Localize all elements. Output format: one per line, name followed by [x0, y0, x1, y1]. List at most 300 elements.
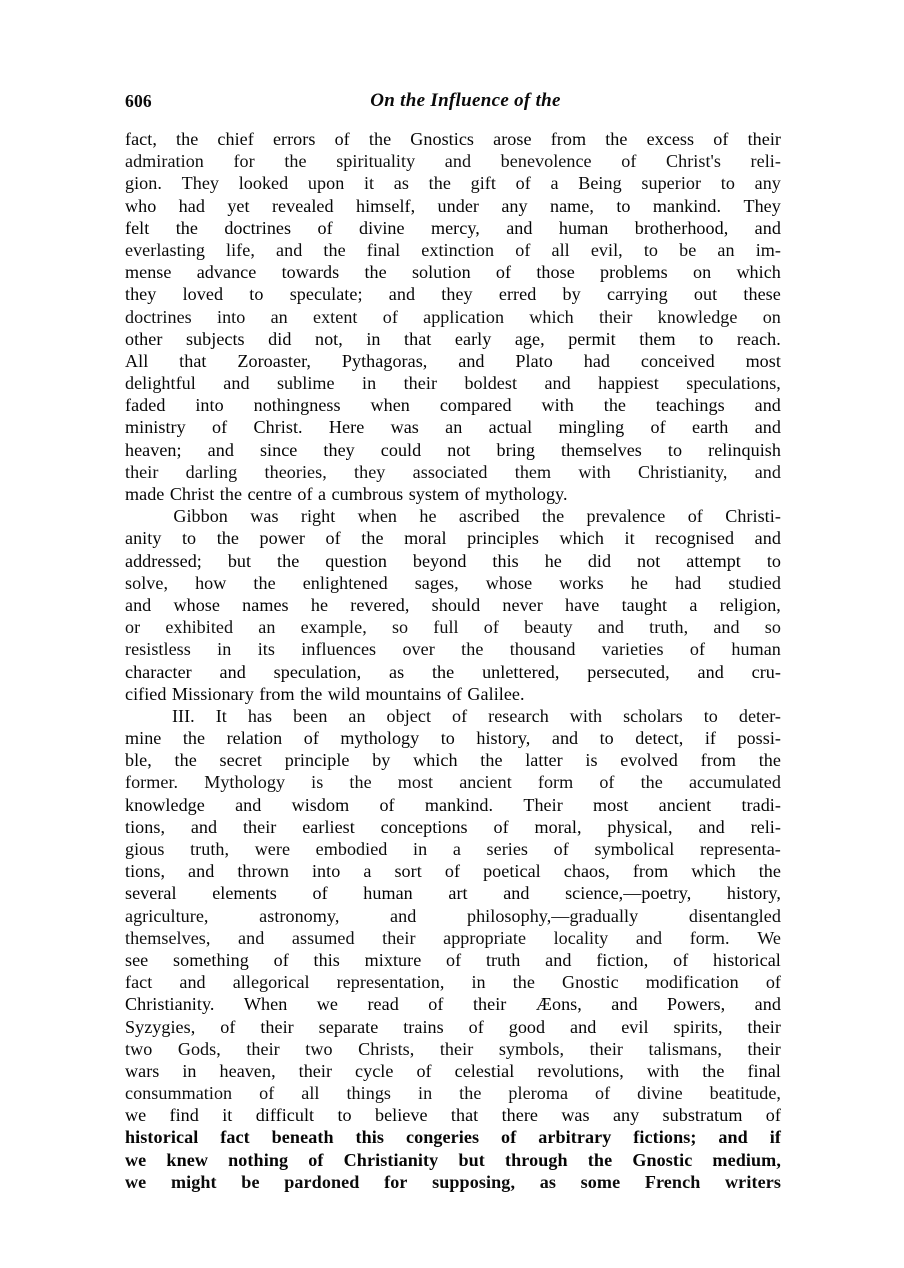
word: their — [382, 927, 416, 948]
word: moral, — [534, 816, 582, 837]
word: of — [595, 1083, 611, 1104]
word: and — [238, 927, 265, 948]
word: is — [585, 750, 598, 771]
word: advance — [196, 262, 257, 283]
word: of — [297, 484, 313, 504]
word: principles — [467, 528, 539, 549]
word: superior — [641, 173, 702, 194]
word: be — [679, 239, 697, 260]
word: and — [611, 994, 638, 1015]
word: himself, — [355, 195, 416, 216]
text-line — [125, 661, 781, 683]
word: of — [553, 839, 569, 859]
word: into — [217, 306, 246, 327]
word: religion, — [719, 594, 781, 615]
word: into — [195, 395, 224, 416]
word: principle — [284, 750, 350, 771]
word: to — [699, 328, 714, 349]
word: an — [258, 617, 276, 638]
word: ancient — [459, 772, 512, 793]
word: the — [459, 1083, 482, 1104]
word: made — [125, 484, 165, 504]
word: been — [293, 705, 328, 726]
word: power — [259, 528, 305, 549]
word: character — [125, 661, 192, 682]
text-line — [125, 217, 781, 239]
word: and — [754, 217, 781, 238]
word: form. — [689, 927, 730, 948]
word: modification — [645, 972, 739, 993]
word: in — [182, 1060, 197, 1081]
word: most — [397, 772, 434, 793]
word: prevalence — [586, 506, 666, 527]
paragraph-indent — [125, 505, 151, 527]
word: their — [439, 1038, 474, 1059]
word: unlettered, — [482, 661, 560, 682]
word: life, — [226, 239, 255, 260]
word: all — [551, 239, 570, 260]
word: of — [303, 728, 319, 749]
word: evil — [621, 1016, 649, 1037]
word: French — [644, 1171, 701, 1192]
word: When — [243, 994, 288, 1015]
word: ministry — [125, 417, 186, 438]
word: and — [223, 373, 250, 394]
word: could — [380, 439, 422, 460]
word: We — [757, 927, 781, 948]
word: series — [486, 839, 529, 859]
word: speculation, — [273, 661, 362, 682]
word: they — [354, 461, 386, 482]
word: the — [758, 750, 781, 771]
word: that — [179, 350, 207, 371]
word: research — [488, 705, 549, 726]
word: varieties — [601, 639, 664, 660]
word: Christ — [169, 484, 215, 504]
word: were — [254, 839, 291, 859]
word: their — [403, 373, 438, 394]
word: several — [125, 883, 177, 904]
word: cycle — [355, 1060, 394, 1081]
word: them — [639, 328, 676, 349]
word: early — [454, 328, 492, 349]
word: Powers, — [667, 994, 726, 1015]
word: They — [181, 173, 220, 194]
word: human — [731, 639, 781, 660]
word: of — [621, 151, 637, 172]
word: congeries — [405, 1127, 480, 1148]
word: the — [480, 750, 503, 771]
word: bring — [496, 439, 535, 460]
text-line — [125, 261, 781, 283]
word: and — [570, 1016, 597, 1037]
text-line — [125, 860, 781, 882]
word: this — [355, 1127, 385, 1148]
word: taught — [621, 594, 668, 615]
running-head: On the Influence of the — [370, 90, 561, 111]
word: as — [393, 173, 409, 194]
word: secret — [219, 750, 263, 771]
word: Gibbon — [173, 506, 228, 527]
word: Æons, — [535, 994, 582, 1015]
word: of — [501, 1127, 517, 1148]
word: final — [747, 1060, 781, 1081]
word: revered, — [350, 594, 410, 615]
word: out — [693, 284, 718, 305]
word: human — [363, 883, 413, 904]
word: fact, — [125, 129, 157, 149]
word: human — [558, 217, 609, 238]
word: in — [471, 972, 486, 993]
body-text-column — [125, 128, 781, 1193]
word: for — [233, 151, 255, 172]
word: should — [431, 594, 481, 615]
word: question — [325, 550, 387, 571]
word: and — [444, 151, 472, 172]
word: persecuted, — [587, 661, 670, 682]
word: relation — [226, 728, 283, 749]
word: had — [675, 572, 702, 593]
word: to — [766, 550, 781, 571]
word: problems — [600, 262, 668, 283]
word: Christ. — [253, 417, 303, 438]
word: of — [464, 484, 480, 504]
word: truth — [485, 949, 521, 970]
word: detect, — [635, 728, 684, 749]
word: system — [408, 484, 460, 504]
word: Plato — [515, 350, 553, 371]
word: a — [363, 861, 372, 882]
text-line — [125, 306, 781, 328]
word: of — [515, 239, 531, 260]
word: with — [569, 705, 603, 726]
word: errors — [272, 129, 316, 149]
word: never — [502, 594, 543, 615]
word: of — [765, 1105, 781, 1126]
word: not — [447, 439, 471, 460]
word: there — [501, 1105, 538, 1126]
word: knowledge — [125, 794, 205, 815]
text-line — [125, 394, 781, 416]
word: the — [219, 484, 243, 504]
word: Gnostic — [562, 972, 619, 993]
word: example, — [300, 617, 367, 638]
word: its — [257, 639, 275, 660]
word: wisdom — [291, 794, 350, 815]
word: it — [222, 1105, 233, 1126]
word: and — [503, 883, 530, 904]
word: the — [175, 217, 198, 238]
text-line — [125, 1060, 781, 1082]
word: Their — [523, 794, 563, 815]
word: addressed; — [125, 550, 202, 571]
word: reli- — [750, 151, 781, 172]
word: gious — [125, 839, 165, 859]
word: theories, — [264, 461, 327, 482]
word: happiest — [598, 373, 659, 394]
word: to — [643, 239, 659, 260]
word: the — [284, 151, 307, 172]
word: had — [583, 350, 611, 371]
word: faded — [125, 395, 166, 416]
word: appropriate — [443, 927, 527, 948]
word: fiction, — [596, 949, 649, 970]
word: Gnostic — [632, 1149, 693, 1170]
word: the — [277, 550, 300, 571]
word: reach. — [736, 328, 781, 349]
word: since — [259, 439, 298, 460]
word: was — [250, 506, 279, 527]
word: the — [461, 639, 484, 660]
word: symbolical — [594, 839, 675, 859]
text-line — [125, 505, 781, 527]
word: their — [242, 816, 277, 837]
word: which — [413, 750, 458, 771]
word: revolutions, — [537, 1060, 624, 1081]
word: excess — [646, 129, 695, 149]
word: They — [743, 195, 781, 216]
word: of — [334, 129, 350, 149]
word: heaven, — [219, 1060, 276, 1081]
word: divine — [637, 1083, 683, 1104]
text-line — [125, 1149, 781, 1171]
word: the — [174, 750, 197, 771]
word: of — [713, 129, 729, 149]
word: towards — [281, 262, 340, 283]
word: admiration — [125, 151, 204, 172]
word: we — [125, 1105, 147, 1126]
word: believe — [374, 1105, 428, 1126]
word: the — [216, 528, 239, 549]
word: this — [492, 550, 519, 571]
word: age, — [514, 328, 545, 349]
text-line — [125, 239, 781, 261]
word: an — [717, 239, 735, 260]
word: history, — [726, 883, 781, 904]
word: he — [544, 550, 562, 571]
word: and — [754, 461, 781, 482]
word: difficult — [255, 1105, 315, 1126]
word: mythology. — [485, 484, 568, 504]
word: and — [551, 728, 579, 749]
word: Zoroaster, — [237, 350, 312, 371]
word: with — [578, 461, 611, 482]
text-line — [125, 372, 781, 394]
word: any — [754, 173, 781, 194]
word: centre — [247, 484, 292, 504]
word: mense — [125, 262, 172, 283]
word: whose — [485, 572, 533, 593]
word: with — [541, 395, 574, 416]
word: brotherhood, — [634, 217, 729, 238]
text-line — [125, 971, 781, 993]
word: Christianity. — [125, 994, 215, 1015]
text-line — [125, 705, 781, 727]
word: art — [448, 883, 468, 904]
word: he — [310, 594, 329, 615]
word: erred — [498, 284, 537, 305]
word: history, — [476, 728, 531, 749]
word: science,—poetry, — [565, 883, 692, 904]
word: beatitude, — [709, 1083, 781, 1104]
word: mankind. — [652, 195, 722, 216]
word: of — [379, 794, 395, 815]
word: cru- — [751, 661, 781, 682]
page-number: 606 — [125, 91, 152, 111]
word: and — [635, 927, 663, 948]
word: which — [691, 861, 736, 882]
text-line — [125, 905, 781, 927]
word: their — [598, 306, 633, 327]
word: in — [413, 839, 428, 859]
text-line — [125, 838, 781, 860]
word: extinction — [421, 239, 495, 260]
word: they — [323, 439, 355, 460]
word: Pythagoras, — [341, 350, 428, 371]
word: pleroma — [508, 1083, 569, 1104]
word: in — [217, 639, 232, 660]
word: of — [515, 173, 531, 194]
word: we — [125, 1149, 147, 1170]
word: anity — [125, 528, 162, 549]
word: knowledge — [657, 306, 738, 327]
word: in — [418, 1083, 433, 1104]
word: their — [589, 1038, 624, 1059]
word: their — [298, 1060, 333, 1081]
text-line — [125, 949, 781, 971]
word: have — [565, 594, 600, 615]
word: of — [416, 1060, 432, 1081]
word: doctrines — [224, 217, 292, 238]
word: and — [754, 528, 781, 549]
word: of — [444, 861, 461, 882]
word: it — [363, 173, 375, 194]
word: all — [301, 1083, 320, 1104]
word: to — [599, 728, 614, 749]
word: Here — [328, 417, 365, 438]
word: embodied — [315, 839, 388, 859]
word: scholars — [623, 705, 683, 726]
word: III. — [171, 705, 195, 726]
word: fact — [125, 972, 153, 993]
word: heaven; — [125, 439, 182, 460]
word: Christ's — [666, 151, 721, 172]
word: resistless — [125, 639, 191, 660]
word: the — [603, 395, 627, 416]
word: to — [703, 705, 718, 726]
word: and — [713, 617, 740, 638]
word: fictions; — [633, 1127, 697, 1148]
word: actual — [488, 417, 533, 438]
word: from — [259, 683, 295, 704]
word: upon — [307, 173, 345, 194]
word: of — [325, 528, 341, 549]
word: two — [125, 1038, 153, 1059]
word: thousand — [509, 639, 576, 660]
word: Christs, — [358, 1038, 415, 1059]
word: Syzygies, — [125, 1016, 196, 1037]
word: or — [125, 617, 141, 638]
word: former. — [125, 772, 179, 793]
word: of — [382, 306, 398, 327]
word: sort — [394, 861, 422, 882]
word: and — [219, 661, 246, 682]
word: allegorical — [232, 972, 310, 993]
word: on — [762, 306, 781, 327]
word: beyond — [412, 550, 467, 571]
word: writers — [725, 1171, 781, 1192]
text-line — [125, 150, 781, 172]
word: It — [215, 705, 227, 726]
word: if — [704, 728, 716, 749]
word: divine — [359, 217, 405, 238]
word: associated — [412, 461, 488, 482]
text-line — [125, 128, 781, 150]
word: these — [743, 284, 781, 305]
word: the — [702, 1060, 725, 1081]
word: ascribed — [458, 506, 520, 527]
word: to — [667, 439, 683, 460]
word: of — [495, 262, 512, 283]
word: celestial — [454, 1060, 515, 1081]
word: of — [212, 417, 228, 438]
text-line — [125, 794, 781, 816]
word: doctrines — [125, 306, 192, 327]
word: nothingness — [253, 395, 341, 416]
word: mankind. — [424, 794, 494, 815]
word: Gods, — [177, 1038, 221, 1059]
word: the — [541, 506, 565, 527]
word: cumbrous — [331, 484, 404, 504]
word: to — [720, 173, 735, 194]
word: the — [428, 173, 451, 194]
word: good — [508, 1016, 546, 1037]
word: moral — [404, 528, 447, 549]
paragraph-indent — [125, 705, 151, 727]
text-line — [125, 727, 781, 749]
word: and — [754, 417, 781, 438]
word: of — [446, 949, 462, 970]
word: a — [452, 839, 461, 859]
word: in — [366, 328, 381, 349]
word: mixture — [364, 949, 422, 970]
word: elements — [212, 883, 277, 904]
word: the — [182, 728, 206, 749]
word: but — [227, 550, 252, 571]
word: and — [458, 350, 485, 371]
word: All — [125, 350, 149, 371]
word: looked — [238, 173, 289, 194]
word: those — [536, 262, 575, 283]
word: the — [176, 129, 199, 149]
word: the — [640, 772, 663, 793]
word: revealed — [271, 195, 334, 216]
word: their — [246, 1038, 280, 1059]
word: from — [632, 861, 669, 882]
word: their — [472, 994, 507, 1015]
word: a — [318, 484, 327, 504]
word: talismans, — [648, 1038, 722, 1059]
word: final — [366, 239, 401, 260]
word: from — [550, 129, 587, 149]
word: which — [559, 528, 604, 549]
text-line — [125, 172, 781, 194]
word: of — [220, 1016, 236, 1037]
word: gion. — [125, 173, 162, 194]
word: compared — [439, 395, 512, 416]
word: we — [316, 994, 338, 1015]
word: extent — [312, 306, 358, 327]
